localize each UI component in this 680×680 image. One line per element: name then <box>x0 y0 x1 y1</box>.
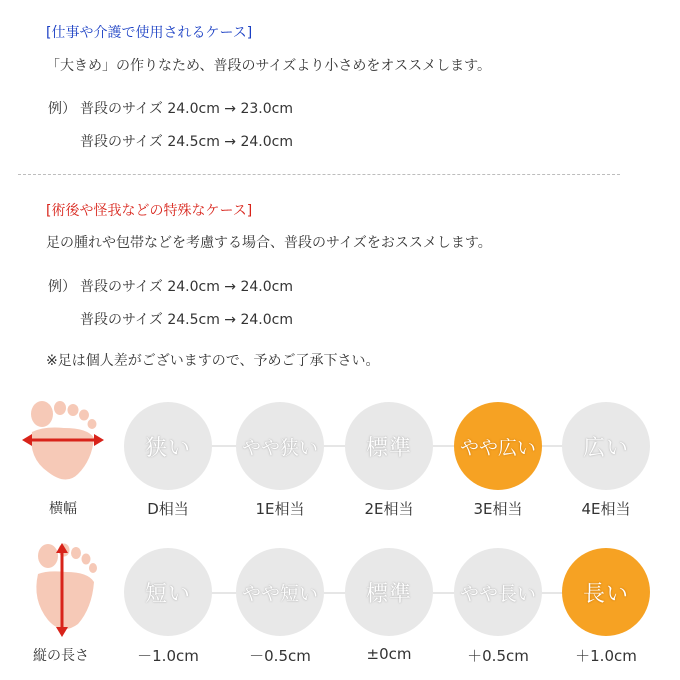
length-row-label: 縦の長さ <box>33 648 89 664</box>
medical-case-heading: [術後や怪我などの特殊なケース] <box>46 203 253 219</box>
work-example-2: 普段のサイズ 24.5cm → 24.0cm <box>80 134 293 150</box>
width-caption: 2E相当 <box>364 500 414 518</box>
length-foot-icon <box>18 540 108 640</box>
length-caption: －0.5cm <box>249 647 311 665</box>
width-option-label: 広い <box>582 435 629 461</box>
work-case-heading: [仕事や介護で使用されるケース] <box>46 25 253 41</box>
width-option-slightly-wide[interactable] <box>454 402 542 490</box>
work-case-description: 「大きめ」の作りなため、普段のサイズより小さめをオススメします。 <box>46 58 492 74</box>
width-caption: 4E相当 <box>581 500 631 518</box>
medical-example-prefix: 例） <box>48 279 76 295</box>
length-option-label: 長い <box>582 581 629 607</box>
width-option-narrow[interactable] <box>124 402 212 490</box>
width-row-label: 横幅 <box>49 501 77 517</box>
length-option-long[interactable] <box>562 548 650 636</box>
length-option-slightly-short[interactable] <box>236 548 324 636</box>
width-foot-icon <box>18 398 108 488</box>
width-option-label: 狭い <box>144 435 191 461</box>
width-caption: D相当 <box>147 500 189 518</box>
width-option-label: 標準 <box>365 435 412 461</box>
length-caption: －1.0cm <box>137 647 199 665</box>
work-example-1: 普段のサイズ 24.0cm → 23.0cm <box>80 101 293 117</box>
length-option-standard[interactable] <box>345 548 433 636</box>
medical-example-2: 普段のサイズ 24.5cm → 24.0cm <box>80 312 293 328</box>
width-option-label: やや狭い <box>241 436 318 459</box>
medical-case-description: 足の腫れや包帯などを考慮する場合、普段のサイズをおススメします。 <box>46 235 492 251</box>
width-option-slightly-narrow[interactable] <box>236 402 324 490</box>
length-caption: ＋0.5cm <box>467 647 529 665</box>
width-caption: 3E相当 <box>473 500 523 518</box>
section-divider <box>18 174 620 175</box>
length-option-short[interactable] <box>124 548 212 636</box>
work-example-prefix: 例） <box>48 101 76 117</box>
length-option-label: 標準 <box>365 581 412 607</box>
length-option-label: 短い <box>144 581 191 607</box>
length-option-label: やや長い <box>459 582 536 605</box>
width-caption: 1E相当 <box>255 500 305 518</box>
individual-difference-note: ※足は個人差がございますので、予めご了承下さい。 <box>46 353 380 369</box>
length-option-slightly-long[interactable] <box>454 548 542 636</box>
width-option-label: やや広い <box>459 436 536 459</box>
length-caption: ＋1.0cm <box>575 647 637 665</box>
length-caption: ±0cm <box>366 645 412 663</box>
length-option-label: やや短い <box>241 582 318 605</box>
width-option-standard[interactable] <box>345 402 433 490</box>
width-option-wide[interactable] <box>562 402 650 490</box>
medical-example-1: 普段のサイズ 24.0cm → 24.0cm <box>80 279 293 295</box>
